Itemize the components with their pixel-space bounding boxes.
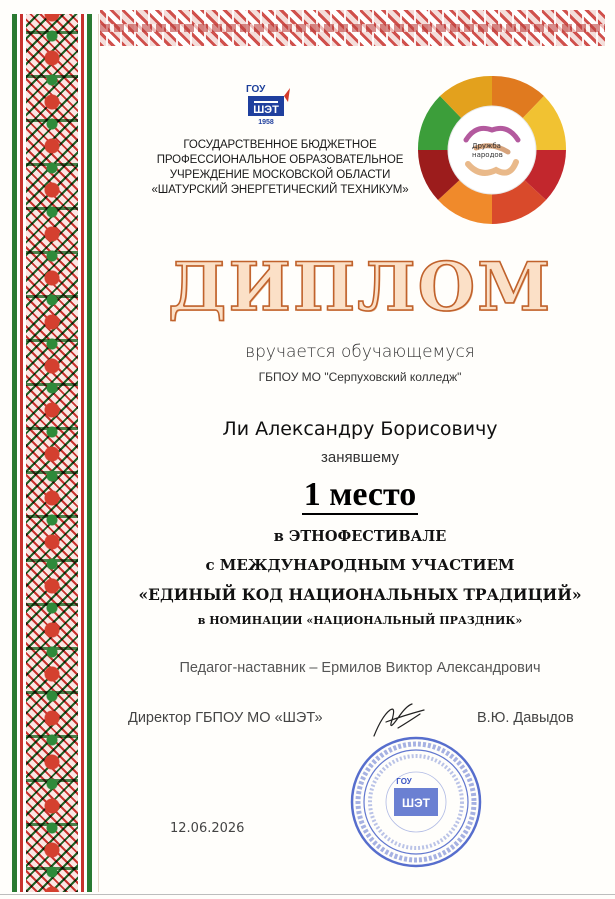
- place-heading: [120, 476, 600, 514]
- org-name-line: УЧРЕЖДЕНИЕ МОСКОВСКОЙ ОБЛАСТИ: [169, 169, 391, 181]
- org-name-line: ПРОФЕССИОНАЛЬНОЕ ОБРАЗОВАТЕЛЬНОЕ: [156, 154, 404, 166]
- ornament-divider: [98, 14, 99, 892]
- mentor-text: Педагог-наставник – Ермилов Виктор Александрович: [179, 660, 541, 676]
- official-stamp: [348, 734, 484, 870]
- stamp-abbr: ШЭТ: [402, 796, 430, 810]
- ornament-diamonds: [36, 14, 68, 892]
- org-name-line: «ШАТУРСКИЙ ЭНЕРГЕТИЧЕСКИЙ ТЕХНИКУМ»: [151, 184, 409, 196]
- emblem-caption-line1: Дружба: [472, 142, 501, 150]
- stamp-gou: ГОУ: [396, 777, 412, 786]
- logo-gou-text: ГОУ: [246, 84, 266, 95]
- page-bottom-border: [0, 894, 615, 895]
- logo-year-text: 1958: [258, 119, 274, 126]
- director-role: Директор ГБПОУ МО «ШЭТ»: [128, 710, 323, 726]
- awarded-to-text: вручается обучающемуся: [245, 342, 475, 362]
- place-text: 1 место: [303, 476, 417, 513]
- event-line-3: «ЕДИНЫЙ КОД НАЦИОНАЛЬНЫХ ТРАДИЦИЙ»: [138, 585, 582, 604]
- director-name: В.Ю. Давыдов: [477, 710, 574, 726]
- emblem-caption-line2: народов: [472, 151, 503, 159]
- organization-name: [130, 138, 430, 198]
- taken-text: занявшему: [321, 449, 399, 466]
- left-ornament-band: [12, 14, 92, 892]
- top-ornament-band: [100, 10, 605, 46]
- issue-date: 12.06.2026: [170, 821, 245, 836]
- nomination-text: в НОМИНАЦИИ «НАЦИОНАЛЬНЫЙ ПРАЗДНИК»: [197, 614, 523, 627]
- org-name-line: ГОСУДАРСТВЕННОЕ БЮДЖЕТНОЕ: [183, 139, 377, 151]
- festival-emblem: [416, 74, 568, 226]
- event-line-2: с МЕЖДУНАРОДНЫМ УЧАСТИЕМ: [205, 556, 515, 574]
- recipient-name: Ли Александру Борисовичу: [222, 418, 498, 440]
- logo-abbr-text: ШЭТ: [253, 104, 279, 116]
- college-name: ГБПОУ МО "Серпуховский колледж": [258, 370, 462, 384]
- shet-logo: [244, 82, 292, 126]
- event-line-1: в ЭТНОФЕСТИВАЛЕ: [273, 528, 447, 545]
- diploma-title: ДИПЛОМ: [167, 248, 553, 326]
